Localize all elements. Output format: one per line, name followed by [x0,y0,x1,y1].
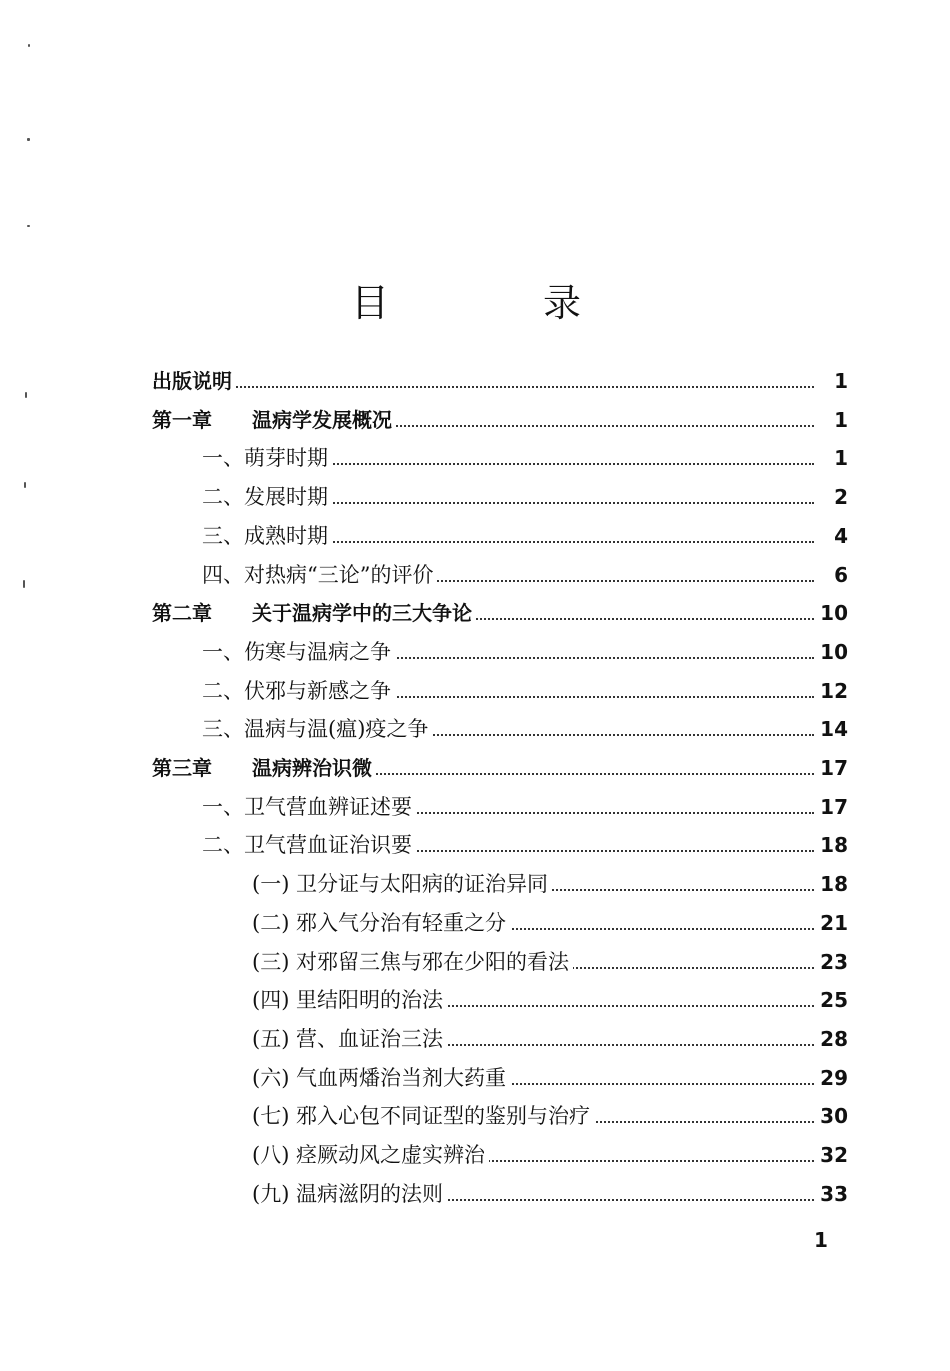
toc-entry [0,865,950,903]
toc-entry-label [202,826,416,864]
toc-entry [0,594,950,632]
toc-entry-page: 1 [834,446,848,470]
toc-entry-page: 1 [834,369,848,393]
toc-entry-text: 一、卫气营血辨证述要 [202,795,412,819]
toc-entry-text: 二、卫气营血证治识要 [202,833,412,857]
toc-entry-page: 28 [820,1027,848,1051]
toc-entry-text: (一) 卫分证与太阳病的证治异同 [252,872,549,896]
toc-entry-page: 21 [820,911,848,935]
toc-entry [0,710,950,748]
toc-entry-text: 二、发展时期 [202,485,328,509]
toc-entry-text: 一、伤寒与温病之争 [202,640,391,664]
toc-entry [0,904,950,942]
toc-entry-label [202,556,437,594]
toc-entry [0,1136,950,1174]
toc-entry [0,362,950,400]
toc-entry-text: 出版说明 [152,369,232,393]
scan-speck [23,580,25,588]
toc-entry-label [202,710,432,748]
toc-entry-text: 二、伏邪与新感之争 [202,679,391,703]
toc-entry-label [202,788,416,826]
toc-entry [0,826,950,864]
chapter-number: 第二章 [152,601,212,625]
toc-entry [0,401,950,439]
toc-entry-text: (五) 营、血证治三法 [252,1027,444,1051]
toc-entry-text: (二) 邪入气分治有轻重之分 [252,911,507,935]
toc-entry [0,672,950,710]
toc-entry [0,439,950,477]
dot-leader [152,386,814,388]
toc-entry-text: 三、成熟时期 [202,524,328,548]
toc-entry-text: (四) 里结阳明的治法 [252,988,444,1012]
toc-entry-label [252,904,510,942]
scan-speck [27,225,30,227]
toc-entry [0,1059,950,1097]
toc-entry [0,788,950,826]
scan-speck [25,392,27,398]
toc-entry-text: 三、温病与温(瘟)疫之争 [202,717,429,741]
toc-entry-text: (六) 气血两燔治当剂大药重 [252,1066,507,1090]
toc-entry-page: 29 [820,1066,848,1090]
toc-entry-page: 2 [834,485,848,509]
toc-entry [0,517,950,555]
toc-entry-label [202,633,395,671]
toc-entry-page: 33 [820,1182,848,1206]
scan-speck [27,138,30,141]
toc-entry-label [202,672,395,710]
toc-entry-label [152,362,236,400]
toc-entry [0,633,950,671]
toc-entry-label [252,981,447,1019]
toc-entry-page: 10 [820,601,848,625]
toc-entry-label [252,1175,447,1213]
toc-entry-label [252,1020,447,1058]
toc-entry-page: 18 [820,872,848,896]
toc-entry [0,1020,950,1058]
toc-entry [0,1175,950,1213]
toc-entry [0,556,950,594]
toc-entry-page: 6 [834,563,848,587]
toc-entry-text: 一、萌芽时期 [202,446,328,470]
toc-entry-page: 30 [820,1104,848,1128]
toc-entry-page: 4 [834,524,848,548]
toc-entry-page: 25 [820,988,848,1012]
toc-entry-text: 关于温病学中的三大争论 [252,601,472,625]
toc-entry-page: 18 [820,833,848,857]
toc-entry-text: 四、对热病“三论”的评价 [202,563,434,587]
toc-entry-label [202,478,332,516]
toc-entry-text: (三) 对邪留三焦与邪在少阳的看法 [252,950,570,974]
scan-speck [28,44,30,47]
toc-entry-page: 10 [820,640,848,664]
toc-entry-page: 17 [820,795,848,819]
toc-entry-label [252,865,552,903]
toc-entry [0,478,950,516]
toc-entry-page: 32 [820,1143,848,1167]
toc-entry-label [252,1059,510,1097]
toc-entry-text: (八) 痉厥动风之虚实辨治 [252,1143,486,1167]
toc-entry [0,749,950,787]
toc-entry-label [252,1136,489,1174]
chapter-number: 第一章 [152,408,212,432]
toc-entry-page: 17 [820,756,848,780]
toc-entry-text: 温病学发展概况 [252,408,392,432]
toc-entry-text: (七) 邪入心包不同证型的鉴别与治疗 [252,1104,591,1128]
toc-entry-page: 1 [834,408,848,432]
page-title: 目 录 [350,281,639,325]
toc-entry-page: 12 [820,679,848,703]
toc-entry-page: 14 [820,717,848,741]
toc-entry-text: (九) 温病滋阴的法则 [252,1182,444,1206]
toc-entry-page: 23 [820,950,848,974]
scan-speck [24,482,26,488]
toc-entry-label [202,439,332,477]
toc-entry-text: 温病辨治识微 [252,756,372,780]
toc-entry [0,1097,950,1135]
toc-entry-label [252,1097,594,1135]
toc-entry-label [202,517,332,555]
toc-entry-label [152,594,476,632]
toc-entry-label [152,749,376,787]
toc-entry-label [152,401,396,439]
toc-entry [0,981,950,1019]
page-number: 1 [814,1228,828,1252]
chapter-number: 第三章 [152,756,212,780]
toc-entry-label [252,943,573,981]
toc-entry [0,943,950,981]
